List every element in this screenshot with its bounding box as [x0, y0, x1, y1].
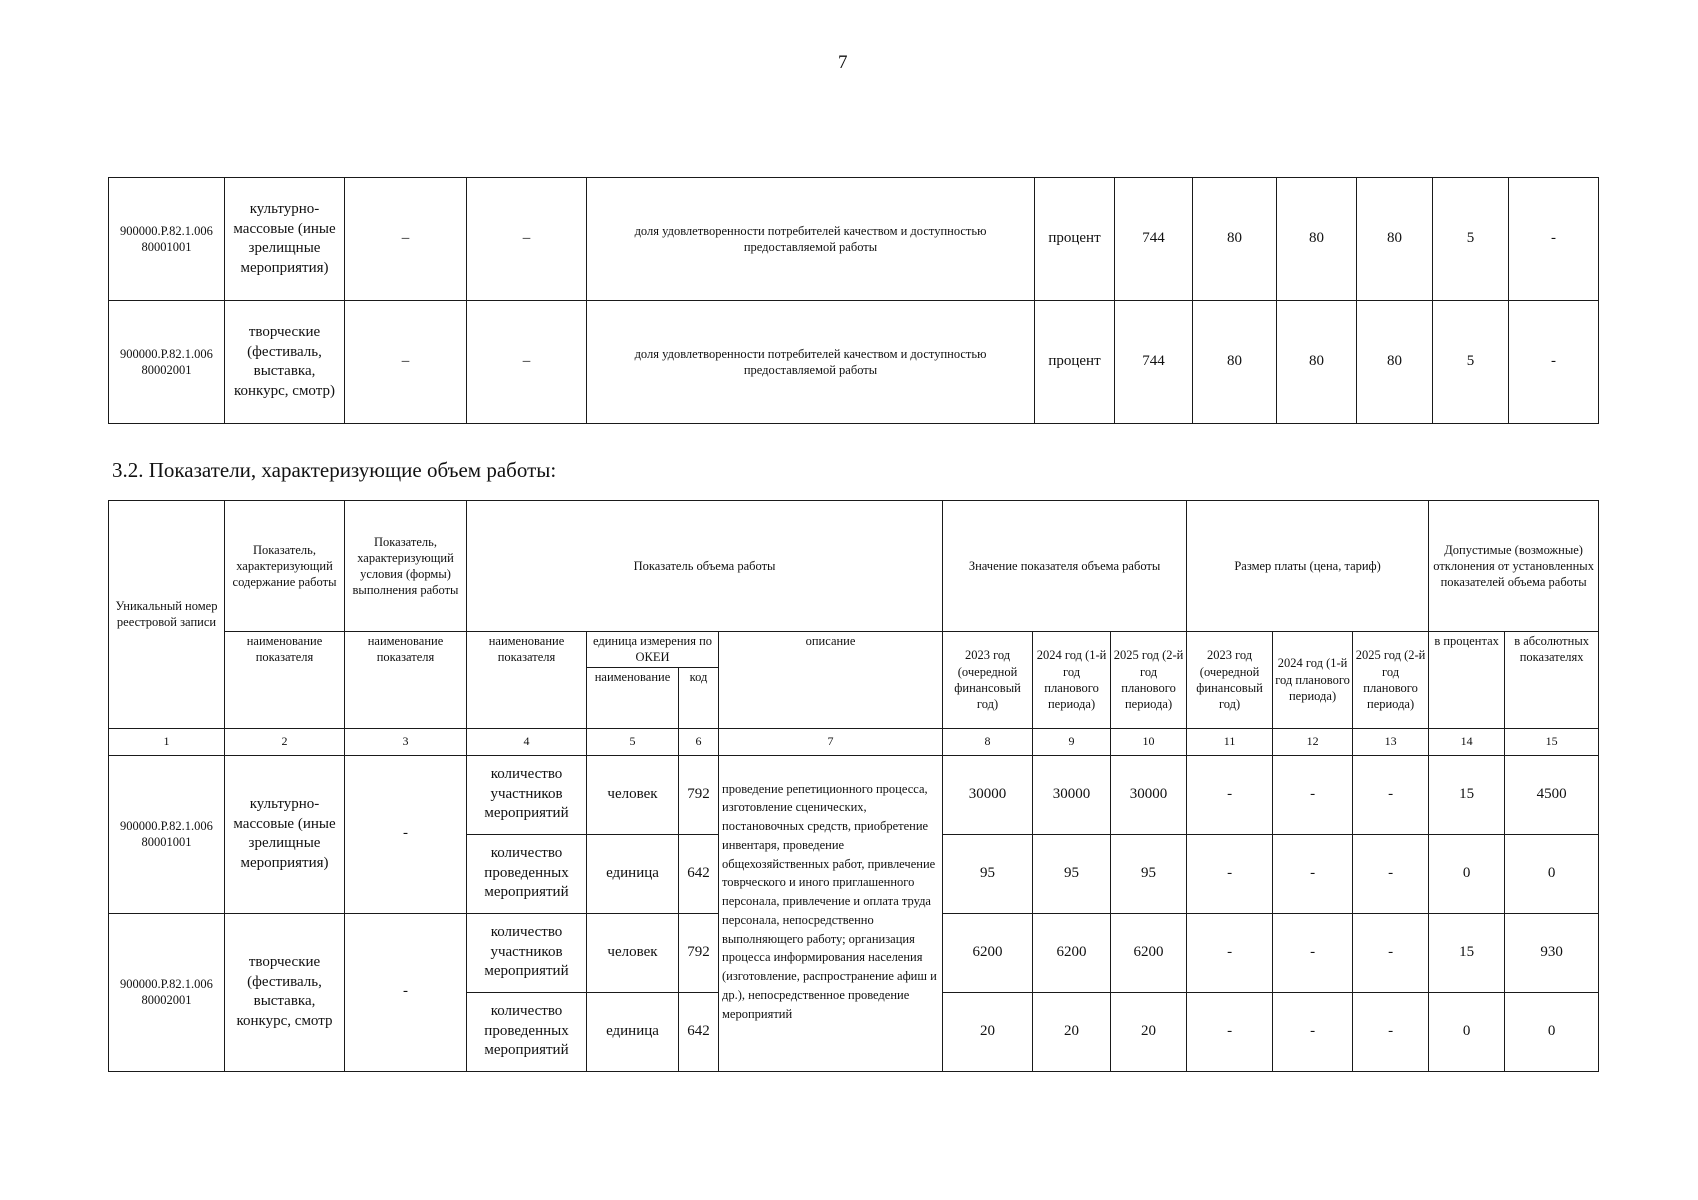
- fee-2025: -: [1353, 834, 1429, 913]
- header-in-percent: в процентах: [1429, 632, 1505, 729]
- column-number: 14: [1429, 728, 1505, 755]
- header-value-2023: 2023 год (очередной финансовый год): [943, 632, 1033, 729]
- fee-2023: -: [1187, 913, 1273, 992]
- header-fee-2023: 2023 год (очередной финансовый год): [1187, 632, 1273, 729]
- content-indicator: творческие (фестиваль, выставка, конкурс, смотр: [225, 913, 345, 1071]
- value-2025: 95: [1111, 834, 1187, 913]
- deviation-percent: 15: [1429, 755, 1505, 834]
- quality-indicators-table: [108, 177, 1599, 424]
- column-number: 12: [1273, 728, 1353, 755]
- header-value-2024: 2024 год (1-й год планового периода): [1033, 632, 1111, 729]
- deviation-percent: 5: [1433, 178, 1509, 301]
- unit-name: процент: [1035, 178, 1115, 301]
- indicator-name: количество проведенных мероприятий: [467, 992, 587, 1071]
- column-number: 4: [467, 728, 587, 755]
- header-unit-code: код: [679, 667, 719, 728]
- header-content-name: наименование показателя: [225, 632, 345, 729]
- value-2023: 80: [1193, 301, 1277, 424]
- fee-2024: -: [1273, 913, 1353, 992]
- header-fee-2024: 2024 год (1-й год планового периода): [1273, 632, 1353, 729]
- value-2024: 6200: [1033, 913, 1111, 992]
- indicator-name: количество участников мероприятий: [467, 913, 587, 992]
- fee-2023: -: [1187, 992, 1273, 1071]
- value-2025: 80: [1357, 301, 1433, 424]
- okei-code: 744: [1115, 301, 1193, 424]
- value-2024: 30000: [1033, 755, 1111, 834]
- deviation-percent: 0: [1429, 834, 1505, 913]
- registry-code: 900000.Р.82.1.006 80001001: [109, 178, 225, 301]
- okei-code: 642: [679, 834, 719, 913]
- deviation-percent: 5: [1433, 301, 1509, 424]
- value-2024: 20: [1033, 992, 1111, 1071]
- deviation-percent: 0: [1429, 992, 1505, 1071]
- value-2023: 20: [943, 992, 1033, 1071]
- deviation-absolute: 930: [1505, 913, 1599, 992]
- indicator-description: доля удовлетворенности потребителей качеством и доступностью предоставляемой работы: [587, 178, 1035, 301]
- fee-2024: -: [1273, 992, 1353, 1071]
- column-number: 11: [1187, 728, 1273, 755]
- registry-code: 900000.Р.82.1.006 80002001: [109, 913, 225, 1071]
- column-number: 5: [587, 728, 679, 755]
- value-2023: 6200: [943, 913, 1033, 992]
- value-2025: 6200: [1111, 913, 1187, 992]
- column-number: 10: [1111, 728, 1187, 755]
- unit-name: единица: [587, 992, 679, 1071]
- column-number: 6: [679, 728, 719, 755]
- header-unit-name: наименование: [587, 667, 679, 728]
- unit-name: процент: [1035, 301, 1115, 424]
- condition-indicator: -: [345, 755, 467, 913]
- header-content-indicator: Показатель, характеризующий содержание работы: [225, 501, 345, 632]
- column-number: 13: [1353, 728, 1429, 755]
- volume-indicators-table: [108, 500, 1599, 1072]
- registry-code: 900000.Р.82.1.006 80002001: [109, 301, 225, 424]
- header-in-absolute: в абсолютных показателях: [1505, 632, 1599, 729]
- column-number: 2: [225, 728, 345, 755]
- header-unique-number: Уникальный номер реестровой записи: [109, 501, 225, 729]
- fee-2023: -: [1187, 834, 1273, 913]
- content-indicator: творческие (фестиваль, выставка, конкурс, смотр): [225, 301, 345, 424]
- header-fee: Размер платы (цена, тариф): [1187, 501, 1429, 632]
- header-condition-name: наименование показателя: [345, 632, 467, 729]
- condition-indicator: -: [345, 913, 467, 1071]
- header-description: описание: [719, 632, 943, 729]
- column-number: 1: [109, 728, 225, 755]
- value-2023: 30000: [943, 755, 1033, 834]
- fee-2025: -: [1353, 913, 1429, 992]
- value-2024: 80: [1277, 178, 1357, 301]
- fee-2025: -: [1353, 755, 1429, 834]
- indicator-description: доля удовлетворенности потребителей качеством и доступностью предоставляемой работы: [587, 301, 1035, 424]
- value-2023: 95: [943, 834, 1033, 913]
- column-number: 9: [1033, 728, 1111, 755]
- unit-name: единица: [587, 834, 679, 913]
- value-2025: 20: [1111, 992, 1187, 1071]
- deviation-percent: 15: [1429, 913, 1505, 992]
- header-volume-value: Значение показателя объема работы: [943, 501, 1187, 632]
- registry-code: 900000.Р.82.1.006 80001001: [109, 755, 225, 913]
- header-volume-indicator: Показатель объема работы: [467, 501, 943, 632]
- column-numbers-row: [109, 728, 1599, 755]
- okei-code: 792: [679, 913, 719, 992]
- table-row: [109, 755, 1599, 834]
- section-heading: 3.2. Показатели, характеризующие объем работы:: [112, 458, 557, 482]
- deviation-absolute: 4500: [1505, 755, 1599, 834]
- work-description: проведение репетиционного процесса, изготовление сценических, постановочных средств, приобретение инвентаря, проведение общехозяйственных работ, привлечение товрческого и иного приглашенного персонала, привлечение и оплата труда персонала, непосредственно выполняющего работу; организация процесса информирования населения (изготовление, распространение афиш и др.), непосредственное проведение мероприятий: [719, 755, 943, 1071]
- unit-name: человек: [587, 913, 679, 992]
- deviation-absolute: 0: [1505, 834, 1599, 913]
- okei-code: 642: [679, 992, 719, 1071]
- header-unit-okei: единица измерения по ОКЕИ: [587, 632, 719, 668]
- column-number: 3: [345, 728, 467, 755]
- header-indicator-name: наименование показателя: [467, 632, 587, 729]
- value-2024: 95: [1033, 834, 1111, 913]
- unit-name: человек: [587, 755, 679, 834]
- value-2023: 80: [1193, 178, 1277, 301]
- deviation-absolute: -: [1509, 301, 1599, 424]
- indicator-name: количество участников мероприятий: [467, 755, 587, 834]
- header-row: [109, 501, 1599, 632]
- deviation-absolute: 0: [1505, 992, 1599, 1071]
- fee-2025: -: [1353, 992, 1429, 1071]
- column-number: 15: [1505, 728, 1599, 755]
- column-number: 7: [719, 728, 943, 755]
- table-row: [109, 301, 1599, 424]
- header-condition-indicator: Показатель, характеризующий условия (формы) выполнения работы: [345, 501, 467, 632]
- value-2025: 30000: [1111, 755, 1187, 834]
- header-deviations: Допустимые (возможные) отклонения от установленных показателей объема работы: [1429, 501, 1599, 632]
- fee-2024: -: [1273, 755, 1353, 834]
- condition-indicator: –: [345, 178, 467, 301]
- indicator-name: –: [467, 178, 587, 301]
- value-2024: 80: [1277, 301, 1357, 424]
- fee-2023: -: [1187, 755, 1273, 834]
- indicator-name: –: [467, 301, 587, 424]
- column-number: 8: [943, 728, 1033, 755]
- deviation-absolute: -: [1509, 178, 1599, 301]
- indicator-name: количество проведенных мероприятий: [467, 834, 587, 913]
- table-row: [109, 178, 1599, 301]
- condition-indicator: –: [345, 301, 467, 424]
- value-2025: 80: [1357, 178, 1433, 301]
- page-number: 7: [838, 52, 848, 73]
- okei-code: 792: [679, 755, 719, 834]
- okei-code: 744: [1115, 178, 1193, 301]
- header-fee-2025: 2025 год (2-й год планового периода): [1353, 632, 1429, 729]
- content-indicator: культурно-массовые (иные зрелищные мероприятия): [225, 178, 345, 301]
- header-row: [109, 632, 1599, 668]
- header-value-2025: 2025 год (2-й год планового периода): [1111, 632, 1187, 729]
- fee-2024: -: [1273, 834, 1353, 913]
- content-indicator: культурно-массовые (иные зрелищные мероприятия): [225, 755, 345, 913]
